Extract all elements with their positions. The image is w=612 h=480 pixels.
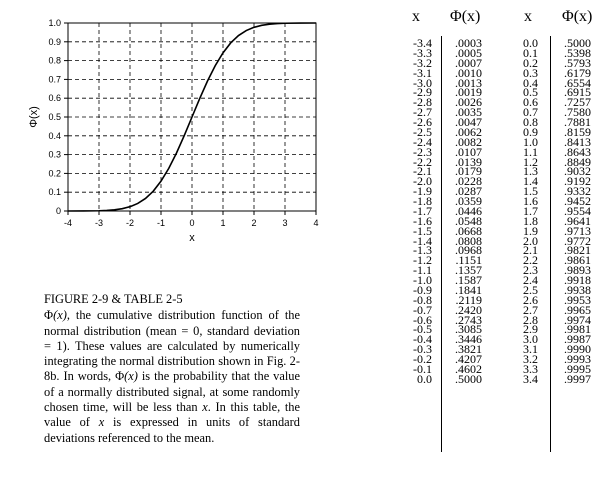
- table-phi-right-cell: .9981: [564, 322, 591, 337]
- table-x-left-cell: -1.8: [413, 194, 432, 208]
- caption-part-3: . In this table, the value of: [44, 400, 300, 430]
- table-phi-left-cell: .3085: [455, 322, 482, 337]
- table-phi-right-cell: .5793: [564, 55, 591, 70]
- y-tick-label: 0.5: [48, 112, 61, 122]
- table-x-right-cell: 2.2: [523, 253, 538, 268]
- table-x-left-cell: -2.8: [413, 95, 432, 110]
- table-phi-left-cell: .0035: [455, 105, 482, 120]
- table-x-right-cell: 2.0: [523, 233, 538, 248]
- table-phi-left-cell: .0007: [455, 55, 482, 70]
- table-x-right-cell: 1.2: [523, 154, 538, 169]
- caption-part-2: is the probability that the value of a normally distributed signal, at some randomly chosen time, will be less than: [44, 369, 300, 415]
- table-x-left-cell: -1.4: [413, 233, 432, 248]
- table-x-left-cell: -1.9: [413, 184, 432, 199]
- table-phi-right-cell: .7580: [564, 105, 591, 120]
- caption-part-1: , the cumulative distribution function of the normal distribution (mean = 0, standard deviation = 1). These values are calculated by numerically integrating the normal distribution shown in Fig. 2-8b. In words,: [44, 308, 300, 384]
- table-x-right-cell: 0.0: [523, 36, 538, 50]
- table-x-right-cell: 1.9: [523, 223, 538, 238]
- table-phi-left-cell: .3446: [455, 332, 482, 347]
- table-column-phi-left: [444, 36, 482, 386]
- table-x-left-cell: -0.4: [413, 332, 432, 347]
- y-tick-label: 0.2: [48, 168, 61, 179]
- table-phi-left-cell: .0062: [455, 124, 482, 139]
- table-x-right-cell: 3.3: [523, 361, 538, 376]
- table-x-right-cell: 1.5: [523, 184, 538, 199]
- table-x-right-cell: 3.2: [523, 352, 538, 366]
- table-x-right-cell: 1.3: [523, 164, 538, 179]
- table-x-left-cell: -0.5: [413, 322, 432, 337]
- table-phi-right-cell: .9713: [564, 223, 591, 238]
- table-phi-right-cell: .9918: [564, 273, 591, 287]
- table-phi-left-cell: .1151: [455, 253, 482, 268]
- table-phi-right-cell: .9965: [564, 302, 591, 317]
- table-column-x-left: [398, 36, 432, 386]
- table-phi-right-cell: .9974: [564, 312, 591, 327]
- x-tick-label: 0: [189, 218, 195, 228]
- table-x-left-cell: -2.0: [413, 174, 432, 189]
- table-phi-left-cell: .0808: [455, 233, 482, 248]
- table-phi-right-cell: .8643: [564, 144, 591, 159]
- x-tick-label: -4: [63, 218, 73, 228]
- table-column-x-right: [510, 36, 538, 386]
- table-x-right-cell: 3.0: [523, 332, 538, 347]
- phi-table: [398, 8, 598, 454]
- y-tick-label: 0.3: [48, 149, 61, 160]
- table-x-right-cell: 3.1: [523, 342, 538, 357]
- table-x-left-cell: -0.3: [413, 342, 432, 357]
- table-phi-left-cell: .4602: [455, 361, 482, 376]
- table-x-left-cell: -1.2: [413, 253, 432, 268]
- table-x-right-cell: 0.2: [523, 55, 538, 70]
- table-x-left-cell: -2.9: [413, 85, 432, 100]
- table-x-left-cell: -0.1: [413, 361, 432, 376]
- table-header-phi-left: Φ(x): [450, 8, 481, 25]
- table-phi-right-cell: .9861: [564, 253, 591, 268]
- table-phi-right-cell: .5000: [564, 36, 591, 50]
- table-x-left-cell: -1.3: [413, 243, 432, 258]
- table-phi-right-cell: .7881: [564, 115, 591, 129]
- table-x-right-cell: 1.4: [523, 174, 538, 189]
- table-phi-left-cell: .0019: [455, 85, 482, 100]
- table-phi-left-cell: .0005: [455, 45, 482, 60]
- table-phi-left-cell: .0082: [455, 134, 482, 149]
- y-tick-label: 0: [55, 206, 61, 216]
- table-phi-right-cell: .9452: [564, 194, 591, 208]
- table-x-left-cell: -0.2: [413, 352, 432, 366]
- table-header-phi-right: Φ(x): [562, 8, 593, 25]
- table-phi-left-cell: .0179: [455, 164, 482, 179]
- table-x-right-cell: 0.5: [523, 85, 538, 100]
- phi-arg: (x): [53, 308, 67, 323]
- table-phi-right-cell: .9032: [564, 164, 591, 179]
- table-x-right-cell: 2.6: [523, 292, 538, 307]
- table-x-left-cell: -0.7: [413, 302, 432, 317]
- table-x-right-cell: 0.6: [523, 95, 538, 110]
- table-phi-right-cell: .9893: [564, 263, 591, 278]
- table-x-right-cell: 2.1: [523, 243, 538, 258]
- table-phi-left-cell: .0047: [455, 115, 482, 129]
- x-tick-label: -3: [94, 218, 104, 228]
- y-tick-label: 0.8: [48, 55, 61, 66]
- table-phi-left-cell: .1587: [455, 273, 482, 287]
- x-italic-2: x: [98, 415, 105, 430]
- table-phi-left-cell: .4207: [455, 352, 482, 366]
- table-phi-right-cell: .9938: [564, 282, 591, 297]
- table-phi-right-cell: .9554: [564, 203, 591, 218]
- x-tick-label: 3: [282, 218, 288, 228]
- table-phi-left-cell: .3821: [455, 342, 482, 357]
- table-x-left-cell: -2.5: [413, 124, 432, 139]
- table-x-right-cell: 1.6: [523, 194, 538, 208]
- table-phi-right-cell: .9990: [564, 342, 591, 357]
- table-x-left-cell: -3.1: [413, 65, 432, 80]
- table-x-left-cell: -1.0: [413, 273, 432, 287]
- table-x-right-cell: 0.4: [523, 75, 538, 90]
- table-x-left-cell: -2.6: [413, 115, 432, 129]
- table-x-right-cell: 0.3: [523, 65, 538, 80]
- table-phi-left-cell: .0968: [455, 243, 482, 258]
- table-x-right-cell: 0.1: [523, 45, 538, 60]
- y-tick-label: 0.9: [48, 36, 61, 47]
- table-x-left-cell: -2.4: [413, 134, 432, 149]
- table-phi-left-cell: .0668: [455, 223, 482, 238]
- table-phi-left-cell: .0139: [455, 154, 482, 169]
- caption-heading: FIGURE 2-9 & TABLE 2-5: [44, 292, 183, 306]
- table-phi-right-cell: .9821: [564, 243, 591, 258]
- table-phi-right-cell: .5398: [564, 45, 591, 60]
- table-phi-right-cell: .8413: [564, 134, 591, 149]
- table-x-right-cell: 2.9: [523, 322, 538, 337]
- table-x-right-cell: 2.3: [523, 263, 538, 278]
- table-x-right-cell: 2.5: [523, 282, 538, 297]
- table-x-left-cell: -0.6: [413, 312, 432, 327]
- table-phi-left-cell: .0026: [455, 95, 482, 110]
- table-x-left-cell: -1.7: [413, 203, 432, 218]
- table-phi-left-cell: .1357: [455, 263, 482, 278]
- y-tick-label: 0.4: [48, 130, 61, 141]
- table-phi-right-cell: .9993: [564, 352, 591, 366]
- table-phi-right-cell: .8849: [564, 154, 591, 169]
- table-phi-right-cell: .9332: [564, 184, 591, 199]
- phi-symbol-2: Φ: [115, 369, 125, 384]
- table-phi-left-cell: .1841: [455, 282, 482, 297]
- table-x-left-cell: -3.2: [413, 55, 432, 70]
- table-x-right-cell: 2.8: [523, 312, 538, 327]
- table-x-left-cell: -0.8: [413, 292, 432, 307]
- y-tick-label: 0.6: [48, 93, 61, 104]
- table-phi-left-cell: .0359: [455, 194, 482, 208]
- table-x-right-cell: 1.7: [523, 203, 538, 218]
- table-phi-right-cell: .6554: [564, 75, 591, 90]
- table-x-right-cell: 0.7: [523, 105, 538, 120]
- table-x-left-cell: -2.3: [413, 144, 432, 159]
- table-phi-right-cell: .9987: [564, 332, 591, 347]
- table-phi-right-cell: .7257: [564, 95, 591, 110]
- table-header-x-right: x: [524, 8, 532, 25]
- table-x-left-cell: -3.3: [413, 45, 432, 60]
- table-x-right-cell: 2.7: [523, 302, 538, 317]
- table-x-right-cell: 0.9: [523, 124, 538, 139]
- table-phi-left-cell: .0446: [455, 203, 482, 218]
- table-x-right-cell: 0.8: [523, 115, 538, 129]
- table-x-left-cell: -2.1: [413, 164, 432, 179]
- x-tick-label: 4: [313, 218, 319, 228]
- table-phi-right-cell: .8159: [564, 124, 591, 139]
- table-phi-right-cell: .9953: [564, 292, 591, 307]
- table-phi-left-cell: .0010: [455, 65, 482, 80]
- table-x-left-cell: -1.6: [413, 213, 432, 228]
- table-x-left-cell: -2.2: [413, 154, 432, 169]
- table-phi-left-cell: .0228: [455, 174, 482, 189]
- y-axis-label: Φ(x): [28, 106, 40, 128]
- table-x-left-cell: -2.7: [413, 105, 432, 120]
- y-tick-label: 0.1: [48, 187, 61, 198]
- table-x-left-cell: -1.1: [413, 263, 432, 278]
- phi-arg-2: (x): [124, 369, 138, 384]
- table-phi-right-cell: .6915: [564, 85, 591, 100]
- table-phi-left-cell: .0013: [455, 75, 482, 90]
- table-phi-left-cell: .2743: [455, 312, 482, 327]
- table-phi-left-cell: .0548: [455, 213, 482, 228]
- table-phi-right-cell: .6179: [564, 65, 591, 80]
- table-phi-right-cell: .9641: [564, 213, 591, 228]
- table-x-right-cell: 1.0: [523, 134, 538, 149]
- x-tick-label: 2: [251, 218, 257, 228]
- table-phi-left-cell: .2119: [455, 292, 482, 307]
- table-phi-right-cell: .9772: [564, 233, 591, 248]
- table-x-right-cell: 3.4: [523, 371, 538, 386]
- y-tick-label: 1.0: [48, 18, 61, 28]
- phi-symbol: Φ: [44, 308, 54, 323]
- cdf-chart: [0, 0, 330, 250]
- table-x-left-cell: -0.9: [413, 282, 432, 297]
- table-phi-left-cell: .0107: [455, 144, 482, 159]
- table-column-phi-right: [553, 36, 591, 386]
- table-x-left-cell: -1.5: [413, 223, 432, 238]
- table-phi-right-cell: .9995: [564, 361, 591, 376]
- y-tick-label: 0.7: [48, 74, 61, 85]
- table-x-right-cell: 2.4: [523, 273, 538, 287]
- table-phi-left-cell: .0003: [455, 36, 482, 50]
- table-phi-left-cell: .5000: [455, 371, 482, 386]
- x-tick-label: -2: [125, 218, 135, 228]
- table-phi-left-cell: .0287: [455, 184, 482, 199]
- table-phi-right-cell: .9997: [564, 371, 591, 386]
- table-x-left-cell: -3.4: [413, 36, 432, 50]
- x-italic: x: [202, 400, 208, 415]
- table-divider-right: [550, 36, 551, 452]
- table-divider-left: [441, 36, 442, 452]
- figure-caption: [44, 292, 300, 446]
- table-x-left-cell: -3.0: [413, 75, 432, 90]
- table-x-right-cell: 1.8: [523, 213, 538, 228]
- x-tick-label: 1: [220, 218, 226, 228]
- table-phi-right-cell: .9192: [564, 174, 591, 189]
- table-header-x-left: x: [412, 8, 420, 25]
- table-phi-left-cell: .2420: [455, 302, 482, 317]
- table-x-left-cell: 0.0: [417, 371, 432, 386]
- x-tick-label: -1: [156, 218, 166, 228]
- caption-part-4: is expressed in units of standard deviations referenced to the mean.: [44, 415, 300, 445]
- x-axis-label: x: [189, 232, 195, 244]
- table-x-right-cell: 1.1: [523, 144, 538, 159]
